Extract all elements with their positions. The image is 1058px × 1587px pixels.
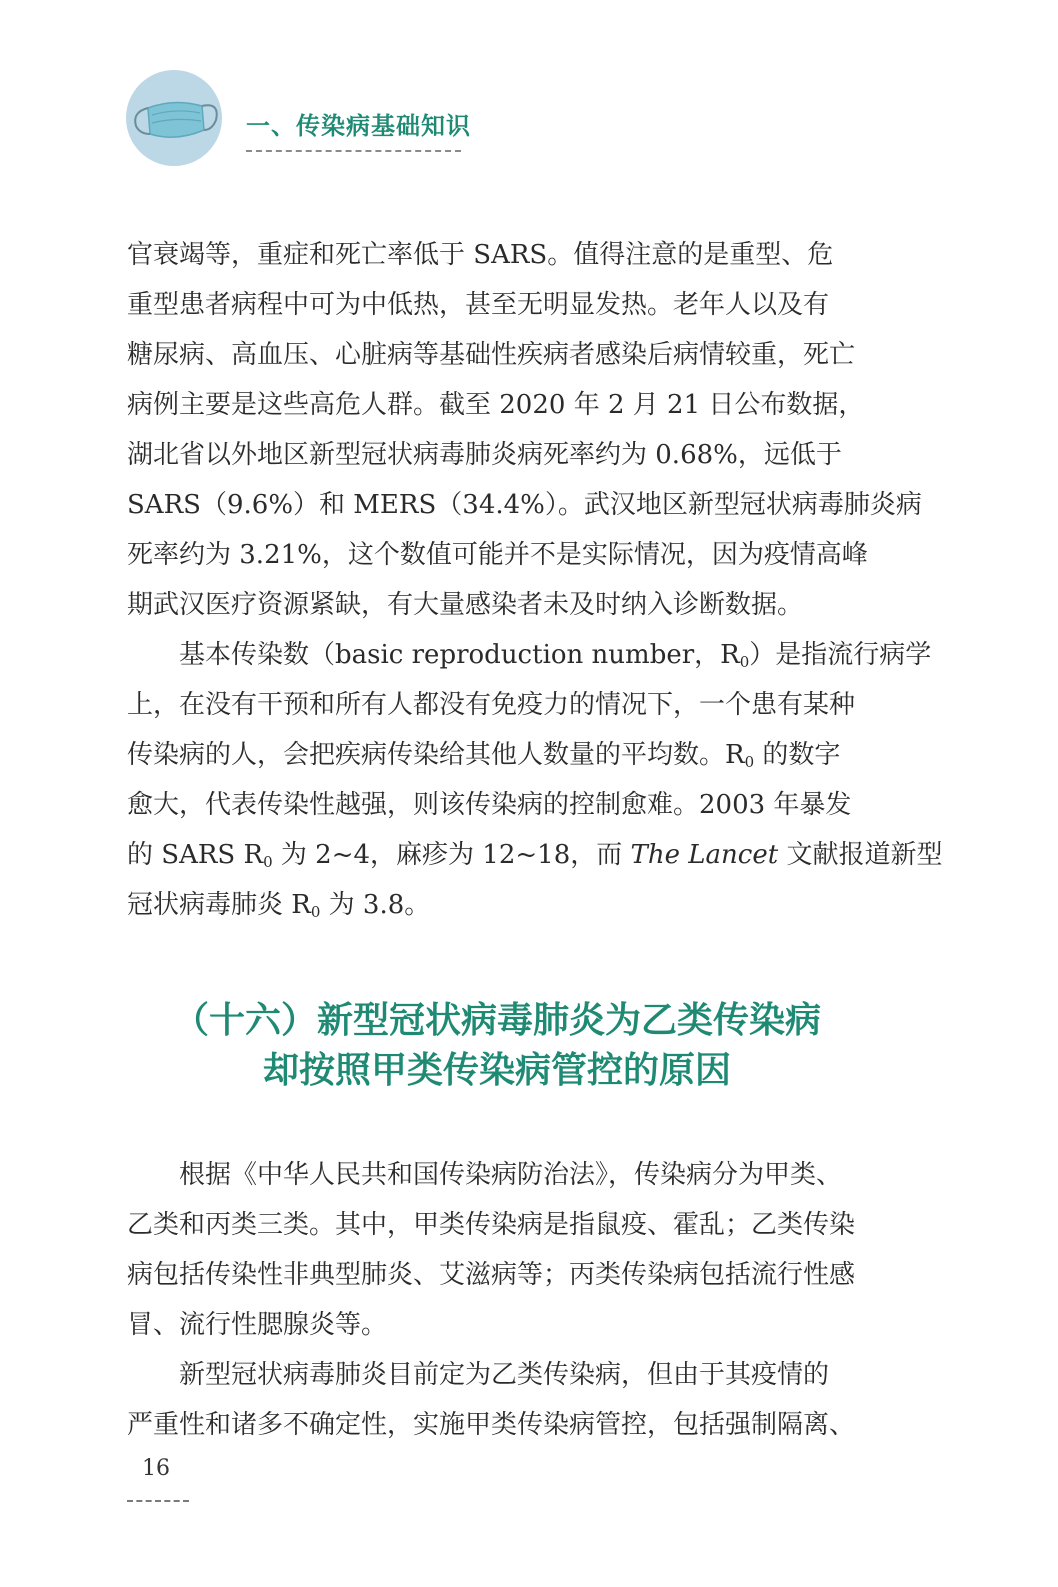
text-line: 重型患者病程中可为中低热，甚至无明显发热。老年人以及有	[127, 290, 830, 320]
text-line	[127, 630, 932, 680]
subscript: 0	[263, 853, 273, 871]
page-number: 16	[142, 1456, 170, 1481]
section-heading	[127, 996, 875, 1096]
text-run: 基本传染数（basic reproduction number，R	[179, 640, 740, 670]
chapter-divider	[246, 150, 461, 152]
text-run: 冠状病毒肺炎 R	[127, 890, 311, 920]
text-run: 的 SARS R	[127, 840, 264, 870]
text-line: SARS（9.6%）和 MERS（34.4%）。武汉地区新型冠状病毒肺炎病	[127, 490, 922, 520]
paragraph-3	[127, 1150, 875, 1350]
text-line: 愈大，代表传染性越强，则该传染病的控制愈难。2003 年暴发	[127, 790, 852, 820]
paragraph-2	[127, 630, 943, 930]
text-line: 官衰竭等，重症和死亡率低于 SARS。值得注意的是重型、危	[127, 240, 834, 270]
text-line: 糖尿病、高血压、心脏病等基础性疾病者感染后病情较重，死亡	[127, 340, 856, 370]
text-run: ）是指流行病学	[749, 640, 932, 670]
text-line: 严重性和诸多不确定性，实施甲类传染病管控，包括强制隔离、	[127, 1410, 856, 1440]
text-line: 病包括传染性非典型肺炎、艾滋病等；丙类传染病包括流行性感	[127, 1260, 856, 1290]
section-heading-line-2: 却按照甲类传染病管控的原因	[263, 1050, 732, 1091]
paragraph-4	[127, 1350, 875, 1450]
section-heading-line-1: （十六）新型冠状病毒肺炎为乙类传染病	[173, 1000, 822, 1041]
text-run: 传染病的人，会把疾病传染给其他人数量的平均数。R	[127, 740, 745, 770]
text-line: 根据《中华人民共和国传染病防治法》，传染病分为甲类、	[179, 1160, 843, 1190]
text-line: 上，在没有干预和所有人都没有免疫力的情况下，一个患有某种	[127, 690, 856, 720]
text-line: 新型冠状病毒肺炎目前定为乙类传染病，但由于其疫情的	[179, 1360, 830, 1390]
text-line: 乙类和丙类三类。其中，甲类传染病是指鼠疫、霍乱；乙类传染	[127, 1210, 856, 1240]
subscript: 0	[744, 753, 755, 771]
text-line: 病例主要是这些高危人群。截至 2020 年 2 月 21 日公布数据，	[127, 390, 865, 420]
subscript: 0	[310, 903, 321, 921]
text-line: 湖北省以外地区新型冠状病毒肺炎病死率约为 0.68%，远低于	[127, 440, 842, 470]
journal-title: The Lancet	[630, 840, 779, 870]
text-line	[127, 880, 875, 930]
subscript: 0	[739, 653, 750, 671]
text-line: 冒、流行性腮腺炎等。	[127, 1310, 388, 1340]
paragraph-1	[127, 230, 922, 630]
chapter-title: 一、传染病基础知识	[246, 112, 471, 140]
text-line: 期武汉医疗资源紧缺，有大量感染者未及时纳入诊断数据。	[127, 590, 804, 620]
footer-divider	[127, 1500, 189, 1502]
page-content	[127, 230, 943, 1450]
face-mask-icon	[124, 68, 224, 168]
page-footer	[142, 1456, 170, 1481]
text-run: 为 2~4，麻疹为 12~18，而	[272, 840, 631, 870]
text-run: 文献报道新型	[778, 840, 943, 870]
text-line: 死率约为 3.21%，这个数值可能并不是实际情况，因为疫情高峰	[127, 540, 868, 570]
chapter-header	[124, 68, 544, 178]
text-line	[127, 830, 943, 880]
text-line	[127, 730, 875, 780]
text-run: 为 3.8。	[320, 890, 431, 920]
text-run: 的数字	[754, 740, 841, 770]
